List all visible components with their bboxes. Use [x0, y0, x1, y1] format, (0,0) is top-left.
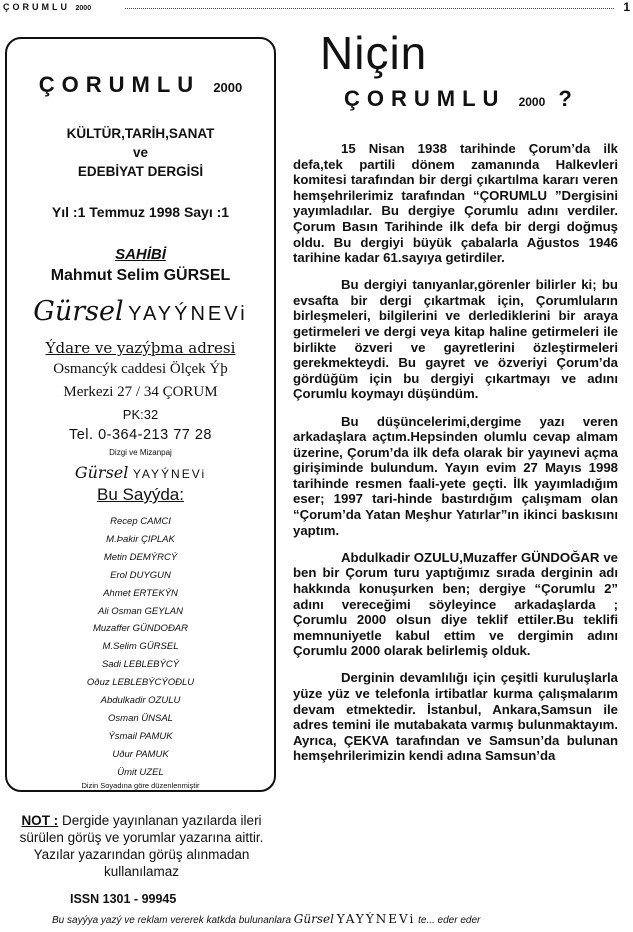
article-subheading-text: ÇORUMLU	[344, 86, 506, 111]
list-item: Oðuz LEBLEBÝCÝOÐLU	[86, 677, 195, 689]
article-paragraph: Bu dergiyi tanıyanlar,görenler bilirler ki; bu evsafta bir dergi çıkartmak için, Çorumluların birleşmeleri, bilgilerini ve derlediklerini bir araya getirmeleri ve dergi veya kitap haline getirmeleri ile birlikte özveri ve gayretlerini özleştirmeleri gerekmekteydi. Bu gayret ve özveriyi Çorum’da gördüğüm için bu dergiyi çıkartmayı ve adını Çorumlu koymayı düşündüm.	[293, 277, 618, 402]
subtitle-line-2: ve	[132, 145, 149, 160]
issn-number: ISSN 1301 - 99945	[70, 892, 177, 906]
disclaimer-note	[13, 812, 270, 880]
magazine-name-text: ÇORUMLU	[38, 72, 201, 97]
typesetter-script: Gürsel	[74, 463, 129, 482]
list-item: Recep CAMCI	[110, 516, 171, 527]
list-item: M.Selim GÜRSEL	[102, 641, 179, 653]
note-text: Dergide yayınlanan yazılarda ileri sürülen görüş ve yorumlar yazarına aittir. Yazılar yazarından görüş alınmadan kullanılamaz	[19, 813, 264, 879]
typesetting-label: Dizgi ve Mizanpaj	[109, 448, 172, 457]
list-item: Muzaffer GÜNDOÐAR	[92, 623, 188, 635]
subtitle-line-1: KÜLTÜR,TARİH,SANAT	[66, 126, 215, 141]
contributors-label: Bu Sayýda:	[97, 485, 184, 504]
magazine-year: 2000	[213, 80, 243, 95]
page-number: 1	[623, 0, 630, 14]
list-item: Ali Osman GEYLAN	[98, 605, 183, 617]
address-line-2: Merkezi 27 / 34 ÇORUM	[63, 384, 218, 400]
article-subheading	[344, 86, 572, 112]
owner-name: Mahmut Selim GÜRSEL	[50, 267, 231, 284]
list-item: Erol DUYGUN	[110, 569, 171, 581]
article-paragraph: 15 Nisan 1938 tarihinde Çorum’da ilk defa,tek partili dönem zamanında Halkevleri komitesi tarafından bir dergi çıkartılma kararı veren hemşehrilerimiz tarafından “ÇORUMLU ”Dergisini yayımladılar. Bu dergiye Çorumlu adını verdiler. Çorum Basın Tarihinde ilk defa bir dergi doğmuş oldu. Bu dergiyi büyük çabalarla Ağustos 1946 tarihine kadar 61.sayıya getirdiler.	[293, 141, 618, 266]
footer-trail: te... eder eder	[418, 915, 481, 926]
address-line-1: Osmancýk caddesi Ölçek Ýþ	[53, 361, 228, 377]
running-title-year: 2000	[75, 5, 92, 12]
list-item: Metin DEMÝRCÝ	[103, 551, 178, 563]
footer-brand-caps: YAYÝNEVi	[336, 912, 416, 926]
header-dotted-rule	[125, 8, 614, 9]
article-body	[293, 141, 618, 775]
owner-label: SAHİBİ	[115, 246, 166, 263]
note-label: NOT :	[21, 813, 59, 828]
footer-credit	[52, 912, 632, 926]
issue-info: Yıl :1 Temmuz 1998 Sayı :1	[51, 204, 230, 220]
list-item: Ýsmail PAMUK	[108, 730, 173, 742]
list-item: Uður PAMUK	[112, 748, 169, 760]
contributors-list	[7, 513, 274, 782]
publisher-logo	[7, 296, 274, 327]
subtitle-line-3: EDEBİYAT DERGİSİ	[77, 164, 204, 179]
list-item: Sadi LEBLEBÝCÝ	[101, 659, 180, 671]
magazine-name	[7, 72, 274, 98]
article-subheading-year: 2000	[518, 95, 546, 109]
list-item: Ahmet ERTEKÝN	[103, 587, 178, 599]
masthead-box	[5, 37, 276, 792]
article-paragraph: Bu düşüncelerimi,dergime yazı veren arkadaşlara açtım.Hepsinden olumlu cevap almam üzerine, Çorum’da ilk defa olarak bir yayınevi açma girişiminde bulundum. Yayın evim 27 Mayıs 1998 tarihinde resmen faali-yete geçti. İlk yayımladığım eser; 1997 tari-hinde bastırdığım çalışmam olan “Çorum’da Yatan Meşhur Yatırlar”ın ikinci baskısını yaptım.	[293, 413, 618, 538]
publisher-script: Gürsel	[33, 296, 124, 327]
running-title-text: ÇORUMLU	[3, 2, 70, 12]
list-item: M.Þakir ÇIPLAK	[106, 533, 175, 545]
footer-lead: Bu sayýya yazý ve reklam vererek katkda bulunanlara	[52, 915, 292, 926]
running-header	[3, 0, 630, 14]
contributors-note: Dizin Soyadına göre düzenlenmiştir	[81, 781, 200, 790]
article-paragraph: Derginin devamlılığı için çeşitli kuruluşlarla yüze yüz ve telefonla irtibatlar kurma çalışmalarım devam etmektedir. İstanbul, Ankara,Samsun ile adres temini ile mutabakata varmış bulunmaktayım. Ayrıca, ÇEKVA tarafından ve Samsun’da bulunan hemşehrilerimizin kendi adına Samsun’da	[293, 670, 618, 764]
typesetter-caps: YAYÝNEVi	[132, 467, 207, 481]
running-title	[3, 2, 91, 12]
list-item: Abdulkadir OZULU	[100, 695, 181, 707]
address-label: Ýdare ve yazýþma adresi	[45, 339, 236, 357]
typesetter-logo	[7, 463, 274, 483]
article-subheading-mark: ?	[558, 86, 572, 111]
article-paragraph: Abdulkadir OZULU,Muzaffer GÜNDOĞAR ve ben bir Çorum turu yaptığımız sırada derginin adı hakkında konuşurken ben; dergiye “Çorumlu 2” adını vereceğimi söyleyince arkadaşlarda ; Çorumlu 2000 olsun diye teklif ettiler.Bu teklifi memnuniyetle kabul ettim ve dergimin adını Çorumlu 2000 olarak belirlemiş olduk.	[293, 549, 618, 659]
list-item: Osman ÜNSAL	[108, 712, 173, 724]
footer-brand-script: Gürsel	[293, 912, 334, 926]
phone-number: Tel. 0-364-213 77 28	[68, 427, 212, 443]
list-item: Ümit UZEL	[117, 766, 164, 778]
publisher-caps: YAYÝNEVi	[128, 303, 248, 325]
article-heading: Niçin	[320, 27, 428, 79]
po-box: PK:32	[122, 407, 159, 422]
